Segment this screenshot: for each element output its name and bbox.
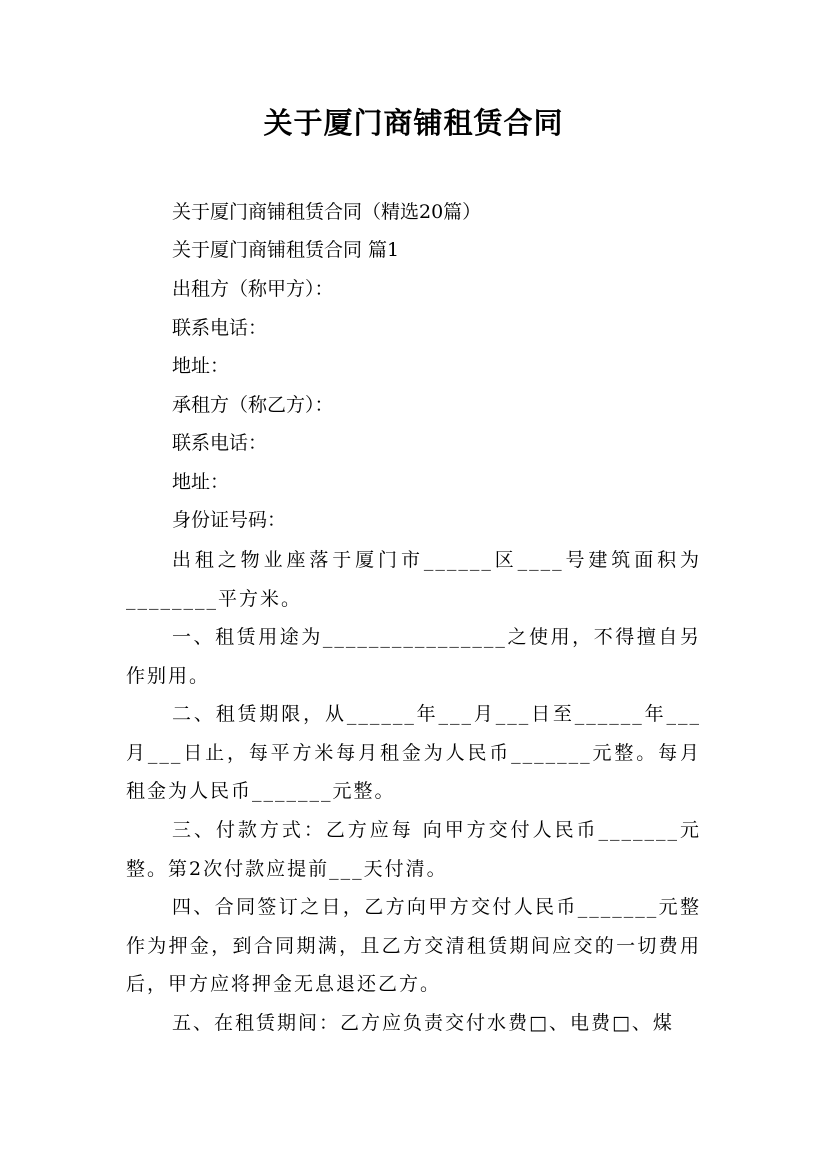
id-number-label: 身份证号码：: [172, 509, 287, 531]
lessee-phone-label: 联系电话：: [172, 432, 268, 454]
lessee-address-label: 地址：: [172, 471, 230, 493]
lessor-phone-label: 联系电话：: [172, 317, 268, 339]
clause-2-paragraph: 二、租赁期限，从______年___月___日至______年___月___日止，每平方米每月租金为人民币_______元整。每月租金为人民币_______元整。: [126, 703, 701, 802]
clause-1-paragraph: 一、租赁用途为________________之使用，不得擅自另作别用。: [126, 626, 701, 687]
section-heading: 关于厦门商铺租赁合同 篇1: [172, 239, 400, 261]
lessor-address-label: 地址：: [172, 355, 230, 377]
lessee-label: 承租方（称乙方）：: [172, 394, 334, 416]
document-title: 关于厦门商铺租赁合同: [263, 106, 564, 140]
lessor-label: 出租方（称甲方）：: [172, 278, 334, 300]
clause-3-paragraph: 三、付款方式：乙方应每 向甲方交付人民币_______元整。第2次付款应提前___天付清。: [126, 819, 701, 880]
property-location-paragraph: 出租之物业座落于厦门市______区____号建筑面积为________平方米。: [126, 549, 701, 610]
document-subtitle: 关于厦门商铺租赁合同（精选20篇）: [172, 201, 482, 223]
clause-4-paragraph: 四、合同签订之日，乙方向甲方交付人民币_______元整作为押金，到合同期满，且乙方交清租赁期间应交的一切费用后，甲方应将押金无息退还乙方。: [126, 896, 701, 995]
clause-5-paragraph: 五、在租赁期间：乙方应负责交付水费□、电费□、煤: [172, 1012, 674, 1034]
